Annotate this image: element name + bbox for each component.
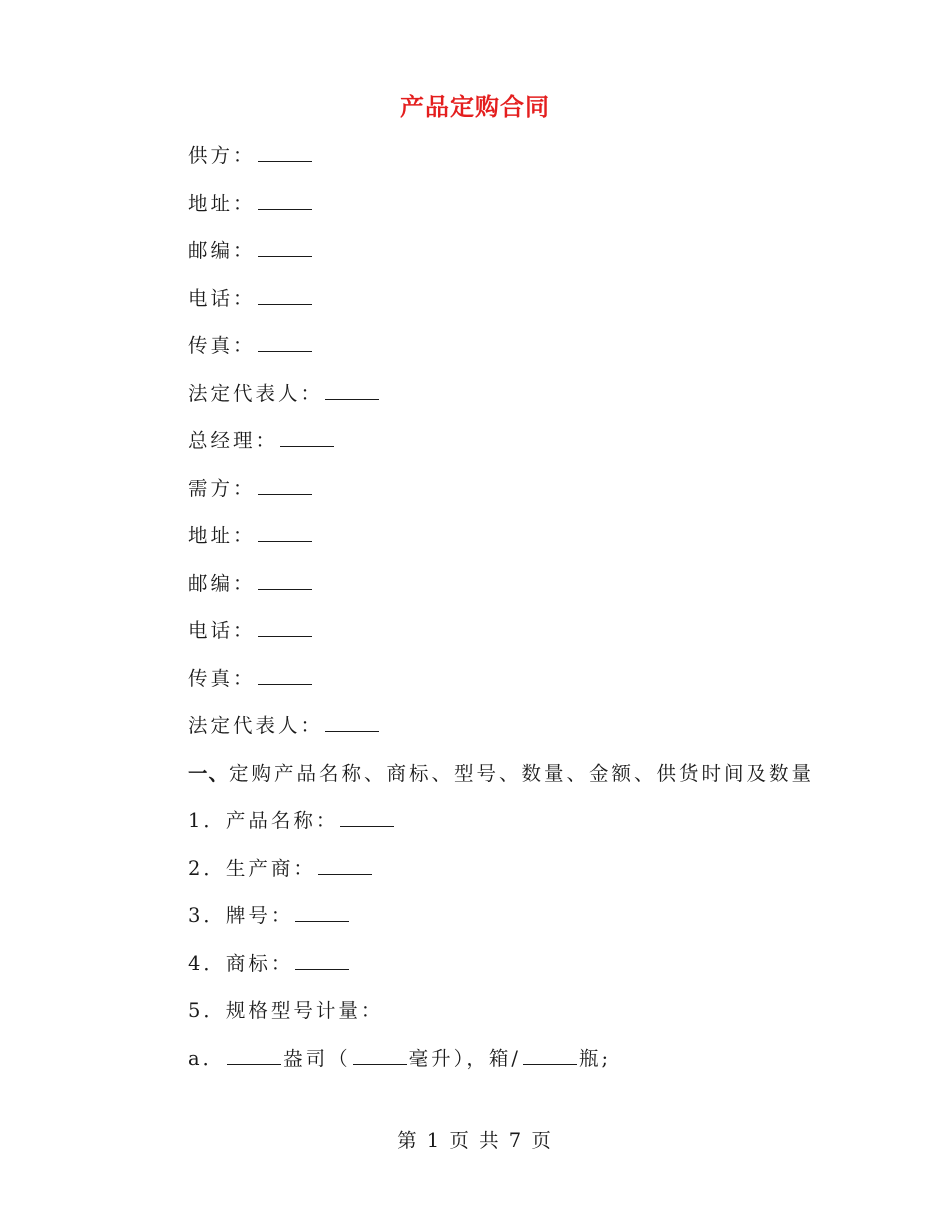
item-label: 2．生产商： (188, 856, 316, 880)
item-label: 5．规格型号计量： (188, 999, 384, 1022)
field-line-supplier-fax (188, 329, 868, 377)
field-line-general-manager (188, 424, 868, 472)
field-label: 法定代表人： (188, 381, 324, 405)
fill-blank (258, 540, 312, 542)
item-line-brand-number (188, 899, 868, 947)
field-label: 总经理： (188, 429, 279, 452)
item-label: 3．牌号： (188, 904, 294, 927)
section-heading-text: 定购产品名称、商标、型号、数量、金额、供货时间及数量 (229, 761, 815, 785)
field-label: 法定代表人： (188, 714, 324, 737)
item-line-manufacturer (188, 852, 868, 900)
document-body (188, 139, 868, 1089)
fill-blank (280, 445, 334, 447)
item-line-specification (188, 994, 868, 1042)
field-label: 邮编： (188, 239, 256, 262)
item-a-part3: 瓶; (578, 1046, 612, 1070)
fill-blank (258, 255, 312, 257)
fill-blank (295, 968, 349, 970)
field-label: 邮编： (188, 571, 256, 595)
field-line-supplier (188, 139, 868, 187)
item-a-part1: 盎司（ (283, 1046, 351, 1070)
field-label: 传真： (188, 666, 256, 690)
field-label: 地址： (188, 524, 256, 547)
fill-blank (258, 160, 312, 162)
fill-blank (258, 350, 312, 352)
field-line-buyer-legal-rep (188, 709, 868, 757)
field-line-buyer (188, 472, 868, 520)
item-a-prefix: a． (188, 1046, 226, 1070)
fill-blank (325, 730, 379, 732)
item-line-a (188, 1042, 868, 1090)
fill-blank (325, 398, 379, 400)
field-line-buyer-fax (188, 662, 868, 710)
fill-blank (353, 1063, 407, 1065)
field-label: 需方： (188, 476, 256, 500)
page-indicator: 第 1 页 共 7 页 (397, 1129, 553, 1152)
item-line-trademark (188, 947, 868, 995)
field-label: 电话： (188, 619, 256, 642)
field-label: 电话： (188, 286, 256, 310)
document-title: 产品定购合同 (400, 92, 550, 121)
item-label: 4．商标： (188, 951, 294, 975)
fill-blank (258, 588, 312, 590)
fill-blank (295, 920, 349, 922)
field-line-supplier-legal-rep (188, 377, 868, 425)
fill-blank (340, 825, 394, 827)
field-label: 供方： (188, 144, 256, 167)
field-line-buyer-phone (188, 614, 868, 662)
field-line-supplier-postcode (188, 234, 868, 282)
fill-blank (523, 1063, 577, 1065)
fill-blank (227, 1063, 281, 1065)
item-line-product-name (188, 804, 868, 852)
fill-blank (258, 303, 312, 305)
field-line-supplier-phone (188, 282, 868, 330)
fill-blank (258, 683, 312, 685)
section-marker: 一、 (188, 761, 230, 785)
field-label: 传真： (188, 334, 256, 357)
fill-blank (318, 873, 372, 875)
fill-blank (258, 208, 312, 210)
field-line-buyer-postcode (188, 567, 868, 615)
section-heading-one (188, 757, 868, 805)
field-line-buyer-address (188, 519, 868, 567)
fill-blank (258, 635, 312, 637)
fill-blank (258, 493, 312, 495)
item-label: 1．产品名称： (188, 809, 339, 832)
item-a-part2: 毫升），箱/ (408, 1046, 521, 1070)
field-line-supplier-address (188, 187, 868, 235)
field-label: 地址： (188, 191, 256, 215)
